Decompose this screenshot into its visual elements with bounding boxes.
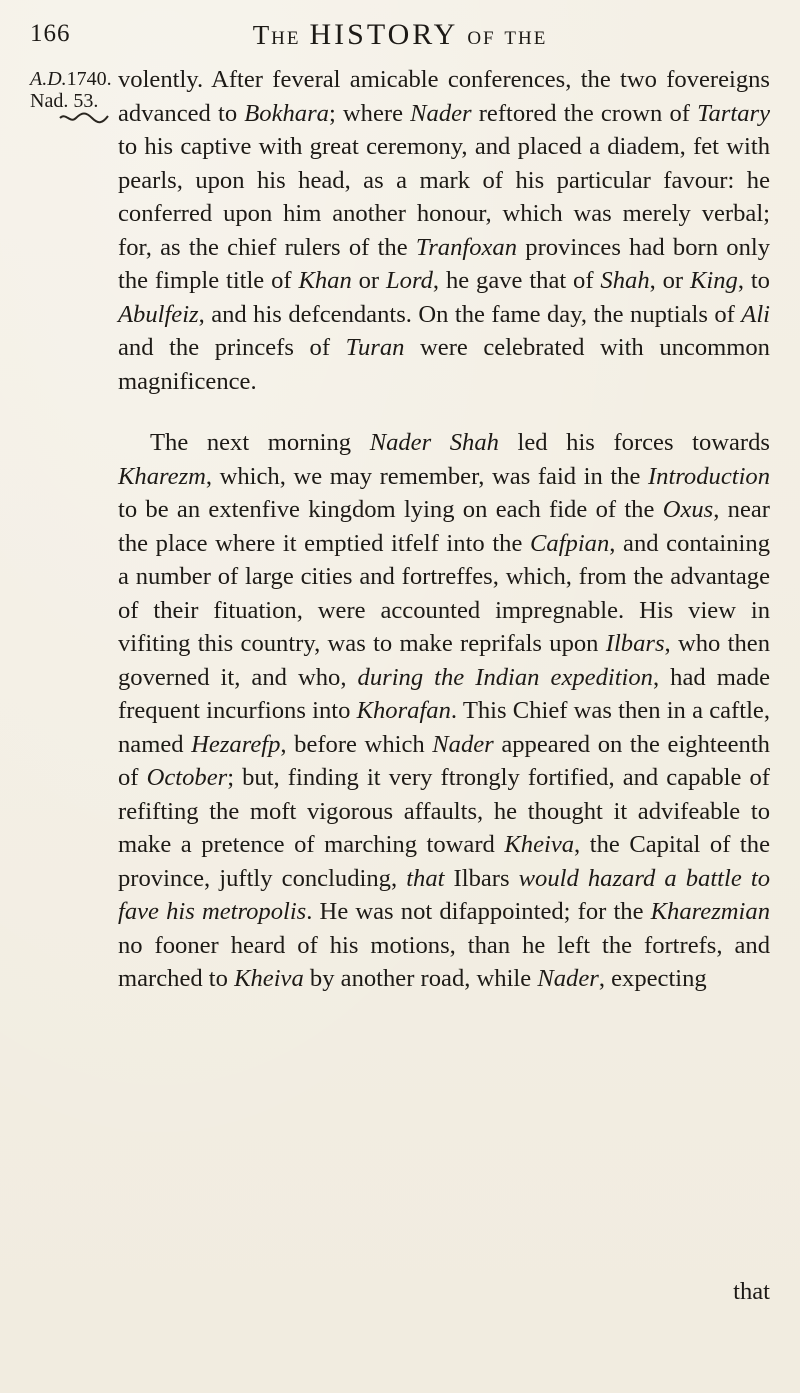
italic-text-run: that <box>406 864 445 892</box>
text-run: The next morning <box>150 429 370 456</box>
text-run: Ilbars <box>444 864 519 892</box>
italic-text-run: Kheiva <box>234 965 304 992</box>
italic-text-run: Nader <box>410 99 472 127</box>
margin-year: 1740. <box>66 68 112 90</box>
text-run: , or <box>649 267 690 294</box>
italic-text-run: Bokhara <box>244 99 329 127</box>
italic-text-run: Cafpian <box>530 529 610 557</box>
italic-text-run: Nader Shah <box>369 429 499 456</box>
italic-text-run: Oxus <box>662 496 714 523</box>
text-run: , before which <box>280 730 433 758</box>
margin-era: A.D. <box>30 68 67 90</box>
paragraph-2 <box>118 426 770 996</box>
text-run: appeared on the eighteenth of <box>118 730 770 791</box>
italic-text-run: Nader <box>537 965 599 992</box>
body-text <box>118 63 770 996</box>
italic-text-run: Ali <box>741 300 770 328</box>
text-run: provinces had born only the fimple title of <box>118 233 770 294</box>
text-run: to be an extenfive kingdom lying on each fide of the <box>118 496 663 523</box>
text-run: ; but, finding it very ftrongly fortified, and capable of refifting the moft vigorous affaults, he thought it advifeable to make a pretence of marching toward <box>118 764 770 858</box>
italic-text-run: Ilbars <box>605 630 665 657</box>
page-number: 166 <box>30 20 71 47</box>
margin-nad: Nad. 53. <box>30 90 99 112</box>
text-run: ; where <box>328 99 411 127</box>
italic-text-run: Lord <box>385 267 433 294</box>
italic-text-run: Tranfoxan <box>415 233 518 261</box>
text-run: . This Chief was then in a caftle, named <box>118 697 770 758</box>
text-run: led his forces towards <box>498 429 770 456</box>
italic-text-run: Tartary <box>697 99 770 127</box>
italic-text-run: Khan <box>298 267 352 294</box>
running-title-the: The <box>252 20 301 50</box>
italic-text-run: King <box>689 267 738 294</box>
italic-text-run: Hezarefp <box>191 730 281 758</box>
running-title <box>0 18 800 52</box>
text-run: , near the place where it emptied itfelf into the <box>118 496 770 557</box>
italic-text-run: October <box>146 764 228 791</box>
text-run: no fooner heard of his motions, than he left the fortrefs, and marched to <box>118 931 770 992</box>
italic-text-run: Khorafan <box>356 697 451 724</box>
italic-text-run: would hazard a battle to fave his metropolis <box>118 864 770 925</box>
italic-text-run: Kheiva <box>504 831 575 858</box>
italic-text-run: during the Indian expedition <box>357 663 653 691</box>
running-title-history: HISTORY <box>309 18 459 51</box>
text-run: , he gave that of <box>432 267 601 294</box>
text-run: , to <box>737 267 770 294</box>
italic-text-run: Nader <box>432 730 494 758</box>
italic-text-run: Abulfeiz <box>118 300 199 328</box>
ornament-flourish <box>58 110 114 124</box>
paragraph-1 <box>118 63 770 398</box>
text-run: , who then governed it, and who, <box>118 630 770 691</box>
italic-text-run: Introduction <box>647 462 770 490</box>
text-run: were celebrated with uncommon magnificence. <box>118 334 770 395</box>
page-header <box>0 18 800 58</box>
running-title-of-the: of the <box>467 20 548 50</box>
catchword: that <box>733 1278 770 1305</box>
text-run: . He was not difappointed; for the <box>306 898 651 925</box>
margin-note <box>30 68 112 112</box>
text-run: by another road, while <box>303 965 538 992</box>
text-run: and the princefs of <box>118 334 346 361</box>
italic-text-run: Kharezm <box>118 462 206 490</box>
italic-text-run: Kharezmian <box>650 898 770 925</box>
italic-text-run: Turan <box>345 334 405 361</box>
italic-text-run: Shah <box>600 267 650 294</box>
text-run: , and containing a number of large cities and fortreffes, which, from the advantage of their fituation, were accounted impregnable. His view in vifiting this country, was to make reprifals upon <box>118 529 770 657</box>
text-run: , expecting <box>598 965 707 992</box>
text-run: to his captive with great ceremony, and placed a diadem, fet with pearls, upon his head, as a mark of his particular favour: he conferred upon him another honour, which was merely verbal; for, as the chief rulers of the <box>118 133 770 261</box>
text-run: or <box>351 267 386 294</box>
text-run: volently. After feveral amicable conferences, the two fovereigns advanced to <box>118 66 770 127</box>
text-run: reftored the crown of <box>471 99 698 127</box>
text-run: , had made frequent incurfions into <box>118 663 770 724</box>
text-run: , the Capital of the province, juftly concluding, <box>118 831 770 892</box>
text-run: , which, we may remember, was faid in the <box>205 462 648 490</box>
text-run: , and his defcendants. On the fame day, the nuptials of <box>198 300 742 328</box>
margin-date <box>30 68 112 90</box>
